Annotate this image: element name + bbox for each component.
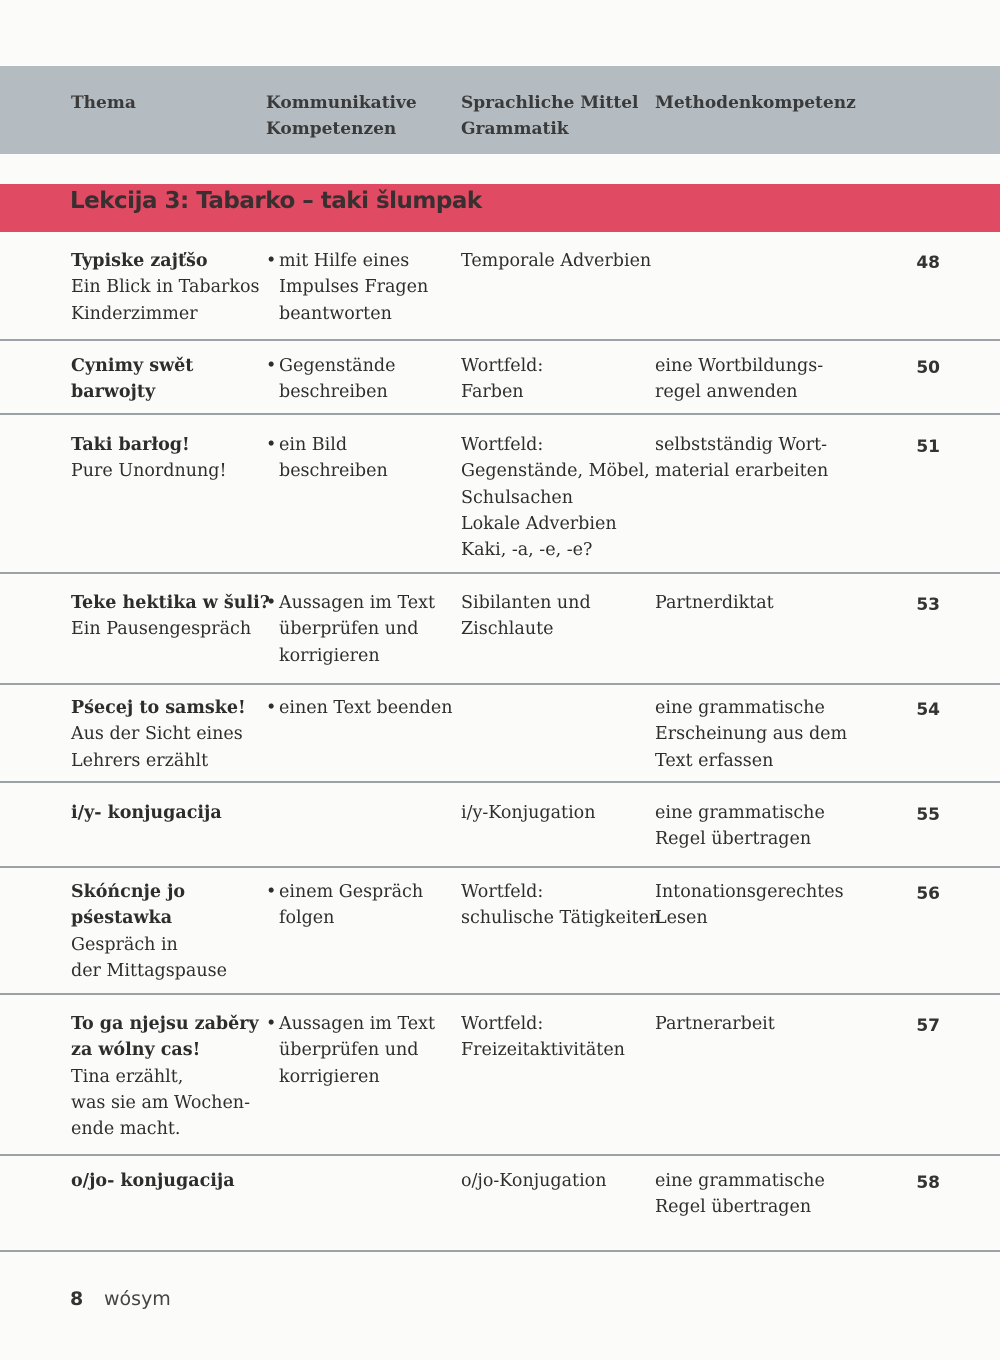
methoden-cell [655,1168,855,1221]
bullet-item [266,1011,456,1090]
kommunikative-cell [266,432,456,485]
thema-cell [71,432,256,485]
header-line: Kompetenzen [266,119,397,139]
kommunikative-line: Impulses Fragen [279,277,429,298]
bullet-item [266,353,456,406]
kommunikative-cell [266,879,456,932]
kommunikative-line: • Aussagen im Text [279,1014,436,1034]
page-number-word: wósym [104,1288,171,1310]
sprachliche-cell-line: Wortfeld: [461,1014,544,1034]
sprachliche-cell [461,432,651,563]
thema-subtitle-line: was sie am Wochen- [71,1092,250,1113]
methoden-cell-line: Lesen [655,908,708,929]
thema-title-line: i/y- konjugacija [71,803,222,823]
row-divider [0,781,1000,783]
thema-title-line: Typiske zajťšo [71,251,208,271]
thema-subtitle-line: Ein Blick in Tabarkos [71,277,260,298]
thema-cell [71,353,256,406]
thema-title-line: Cynimy swět [71,356,194,376]
page-reference: 51 [916,437,940,457]
row-divider [0,683,1000,685]
sprachliche-cell [461,248,651,274]
bullet-item [266,432,456,485]
methoden-cell-line: material erarbeiten [655,461,829,482]
thema-title-line: pśestawka [71,908,173,929]
thema-subtitle-line: Ein Pausengespräch [71,619,252,640]
sprachliche-cell [461,800,651,826]
sprachliche-cell-line: Zischlaute [461,619,554,640]
page-reference: 56 [916,884,940,904]
sprachliche-cell-line: Wortfeld: [461,882,544,902]
page-number: 8 [70,1288,84,1310]
sprachliche-cell-line: Farben [461,382,524,403]
methoden-cell [655,879,855,932]
kommunikative-line: beschreiben [279,461,388,482]
sprachliche-cell [461,353,651,406]
sprachliche-cell-line: Wortfeld: [461,356,544,376]
methoden-cell [655,1011,855,1037]
sprachliche-cell-line: schulische Tätigkeiten [461,908,661,929]
methoden-cell-line: Intonationsgerechtes [655,882,844,902]
bullet-item [266,590,456,669]
methoden-cell-line: eine Wortbildungs- [655,356,824,376]
sprachliche-cell-line: Temporale Adverbien [461,251,652,271]
bullet-item [266,879,456,932]
thema-title-line: Skóńcnje jo [71,882,186,902]
kommunikative-line: überprüfen und [279,1040,419,1061]
kommunikative-line: überprüfen und [279,619,419,640]
thema-subtitle-line: Pure Unordnung! [71,461,227,482]
thema-title-line: To ga njejsu zaběry [71,1014,259,1034]
thema-subtitle-line: Kinderzimmer [71,303,198,324]
methoden-cell-line: Text erfassen [655,750,774,771]
methoden-cell-line: Erscheinung aus dem [655,724,848,745]
header-line: Grammatik [461,119,569,139]
kommunikative-cell [266,590,456,669]
bullet-item [266,695,456,721]
thema-subtitle-line: der Mittagspause [71,960,227,981]
page-reference: 48 [916,253,940,273]
kommunikative-line: • ein Bild [279,435,348,455]
header-thema [71,90,136,116]
sprachliche-cell-line: Sibilanten und [461,593,591,613]
thema-title-line: Taki barłog! [71,435,190,455]
thema-title-line: o/jo- konjugacija [71,1171,235,1191]
sprachliche-cell-line: Wortfeld: [461,435,544,455]
kommunikative-cell [266,248,456,327]
methoden-cell [655,353,855,406]
thema-cell [71,695,256,774]
methoden-cell [655,800,855,853]
row-divider [0,1250,1000,1252]
header-line: Methodenkompetenz [655,93,856,113]
methoden-cell-line: Regel übertragen [655,829,812,850]
methoden-cell-line: regel anwenden [655,382,798,403]
sprachliche-cell-line: i/y-Konjugation [461,803,596,823]
kommunikative-line: folgen [279,908,335,929]
methoden-cell [655,432,855,485]
kommunikative-cell [266,695,456,721]
methoden-cell [655,590,855,616]
thema-cell [71,248,260,327]
thema-cell [71,800,256,826]
sprachliche-cell-line: Gegenstände, Möbel, [461,461,650,482]
thema-title-line: Teke hektika w šuli? [71,593,271,613]
sprachliche-cell-line: o/jo-Konjugation [461,1171,607,1191]
page-reference: 58 [916,1173,940,1193]
sprachliche-cell-line: Freizeitaktivitäten [461,1040,625,1061]
kommunikative-line: • mit Hilfe eines [279,251,410,271]
header-methodenkompetenz [655,90,856,116]
row-divider [0,339,1000,341]
bullet-item [266,248,456,327]
thema-cell [71,1168,256,1194]
sprachliche-cell [461,590,651,643]
methoden-cell-line: Partnerarbeit [655,1014,775,1034]
header-kommunikative-kompetenzen [266,90,417,142]
thema-subtitle-line: Gespräch in [71,934,178,955]
header-line: Thema [71,93,136,113]
methoden-cell-line: eine grammatische [655,1171,825,1191]
methoden-cell [655,695,855,774]
row-divider [0,993,1000,995]
sprachliche-cell [461,1011,651,1064]
sprachliche-cell-line: Lokale Adverbien [461,513,617,534]
header-line: Sprachliche Mittel [461,93,639,113]
row-divider [0,572,1000,574]
thema-cell [71,879,256,984]
sprachliche-cell [461,1168,651,1194]
row-divider [0,1154,1000,1156]
thema-title-line: barwojty [71,382,156,403]
thema-cell [71,1011,259,1142]
sprachliche-cell-line: Kaki, -a, -e, -e? [461,540,593,561]
thema-subtitle-line: Tina erzählt, [71,1066,184,1087]
kommunikative-cell [266,1011,456,1090]
page-reference: 57 [916,1016,940,1036]
kommunikative-line: • einem Gespräch [279,882,424,902]
header-sprachliche-mittel [461,90,638,142]
row-divider [0,866,1000,868]
lesson-title: Lekcija 3: Tabarko – taki šlumpak [70,188,482,214]
thema-subtitle-line: ende macht. [71,1119,181,1140]
methoden-cell-line: eine grammatische [655,698,825,718]
sprachliche-cell-line: Schulsachen [461,487,574,508]
methoden-cell-line: selbstständig Wort- [655,435,828,455]
kommunikative-line: beschreiben [279,382,388,403]
header-line: Kommunikative [266,93,417,113]
page-reference: 55 [916,805,940,825]
kommunikative-line: korrigieren [279,1066,380,1087]
kommunikative-line: • Gegenstände [279,356,396,376]
thema-subtitle-line: Lehrers erzählt [71,750,209,771]
thema-cell [71,590,271,643]
kommunikative-line: • einen Text beenden [279,698,453,718]
page-reference: 50 [916,358,940,378]
methoden-cell-line: Regel übertragen [655,1197,812,1218]
page-reference: 53 [916,595,940,615]
kommunikative-line: korrigieren [279,645,380,666]
kommunikative-line: • Aussagen im Text [279,593,436,613]
kommunikative-cell [266,353,456,406]
thema-subtitle-line: Aus der Sicht eines [71,724,243,745]
page-reference: 54 [916,700,940,720]
methoden-cell-line: eine grammatische [655,803,825,823]
row-divider [0,413,1000,415]
methoden-cell-line: Partnerdiktat [655,593,774,613]
thema-title-line: Pśecej to samske! [71,698,246,718]
thema-title-line: za wólny cas! [71,1040,201,1061]
kommunikative-line: beantworten [279,303,392,324]
sprachliche-cell [461,879,661,932]
